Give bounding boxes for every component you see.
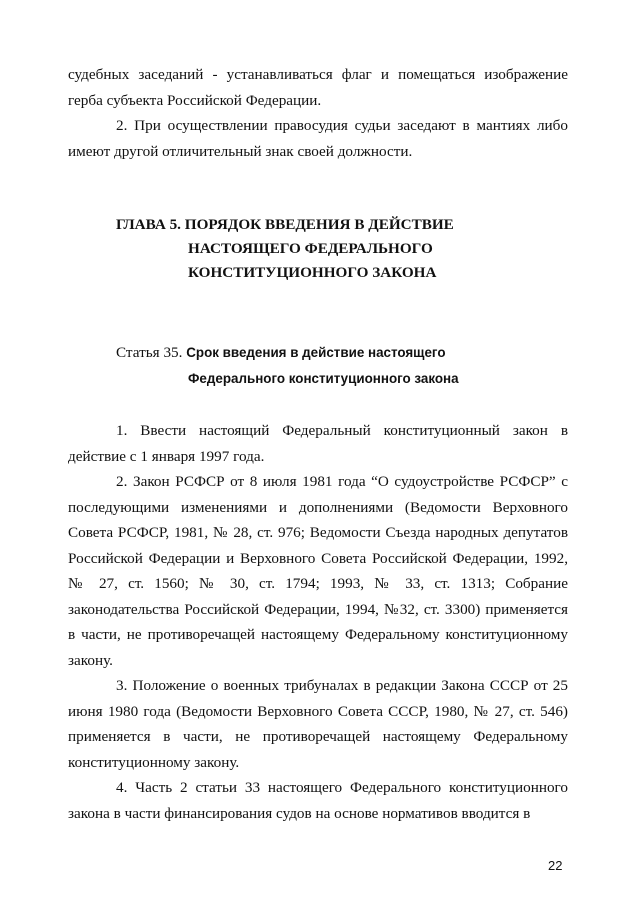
page-number: 22 — [548, 858, 563, 873]
paragraph-continued: судебных заседаний - устанавливаться флаг и помещаться изображение герба субъекта Российской Федерации. — [68, 66, 568, 109]
article-paragraph-3: 3. Положение о военных трибуналах в редакции Закона СССР от 25 июня 1980 года (Ведомости Верховного Совета СССР, 1980, № 27, ст. 546) применяется в части, не противоречащей настоящему Федеральному конституционному закону. — [68, 677, 568, 771]
article-paragraph-2: 2. Закон РСФСР от 8 июля 1981 года “О судоустройстве РСФСР” с последующими изменениями и дополнениями (Ведомости Верховного Совета РСФСР, 1981, № 28, ст. 976; Ведомости Съезда народных депутатов Российской Федерации и Верховного Совета Российской Федерации, 1992, № 27, ст. 1560; № 30, ст. 1794; 1993, № 33, ст. 1313; Собрание законодательства Российской Федерации, 1994, №32, ст. 3300) применяется в части, не противоречащей настоящему Федеральному конституционному закону. — [68, 473, 568, 669]
article-label: Статья 35. — [116, 344, 183, 361]
article-paragraph-1: 1. Ввести настоящий Федеральный конституционный закон в действие с 1 января 1997 года. — [68, 422, 568, 465]
article-heading-line-1 — [116, 340, 446, 366]
article-title-line-2: Федерального конституционного закона — [188, 371, 459, 386]
chapter-heading-line-1: ГЛАВА 5. ПОРЯДОК ВВЕДЕНИЯ В ДЕЙСТВИЕ — [116, 216, 454, 233]
top-text — [68, 62, 568, 164]
article-text — [68, 418, 568, 826]
chapter-heading-line-2: НАСТОЯЩЕГО ФЕДЕРАЛЬНОГО — [188, 240, 433, 257]
article-title-line-1: Срок введения в действие настоящего — [186, 345, 446, 360]
chapter-heading-line-3: КОНСТИТУЦИОННОГО ЗАКОНА — [188, 264, 437, 281]
paragraph-2: 2. При осуществлении правосудия судьи заседают в мантиях либо имеют другой отличительный знак своей должности. — [68, 117, 568, 160]
article-heading-line-2 — [188, 366, 459, 392]
article-paragraph-4: 4. Часть 2 статьи 33 настоящего Федерального конституционного закона в части финансирования судов на основе нормативов вводится в — [68, 779, 568, 822]
